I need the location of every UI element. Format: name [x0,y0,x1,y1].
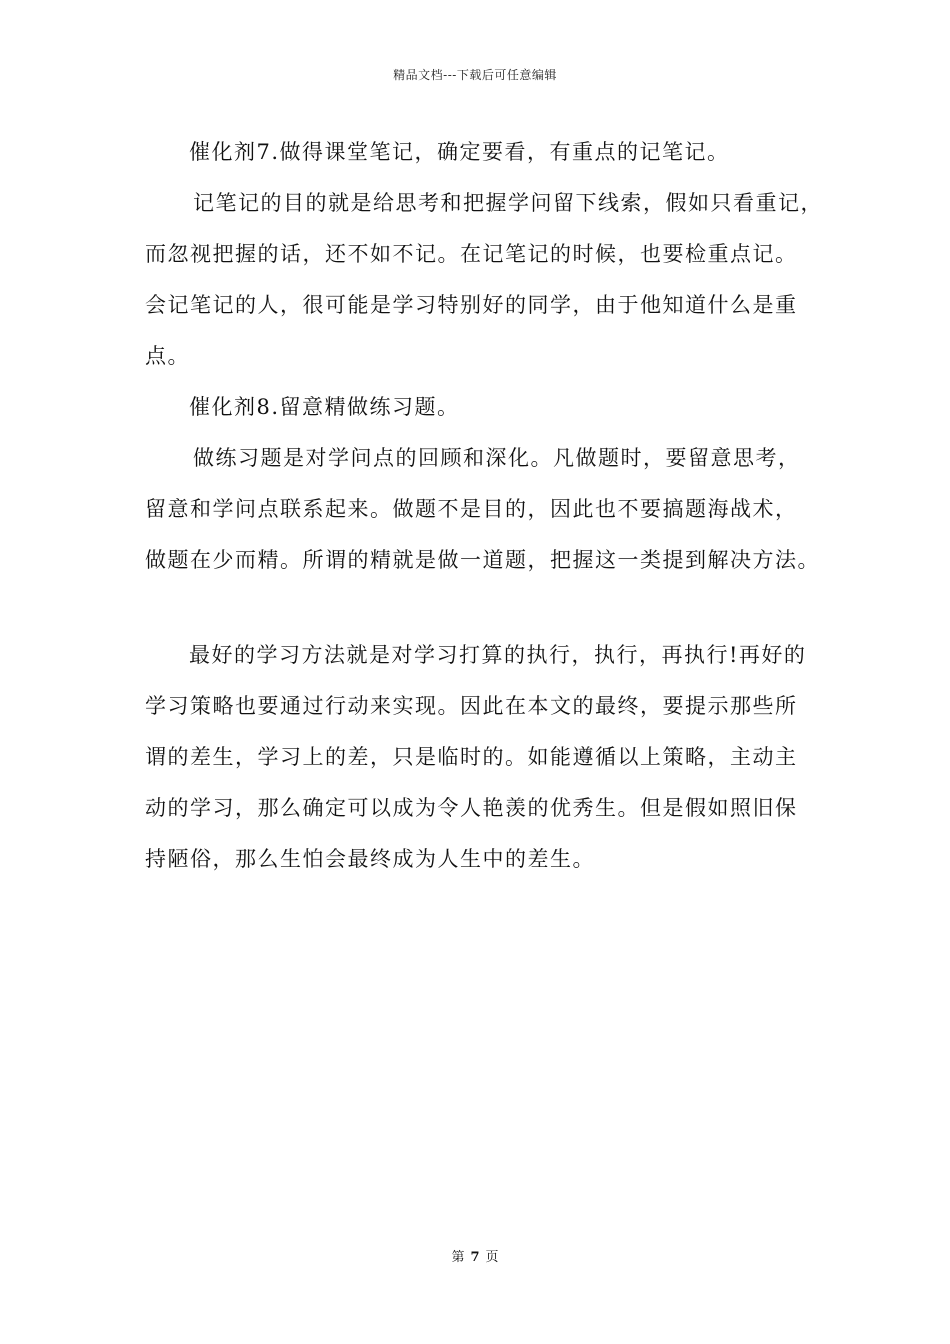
paragraph-line: 谓的差生，学习上的差，只是临时的。如能遵循以上策略，主动主 [145,745,798,769]
page-footer [0,1246,950,1265]
page-number-suffix: 页 [485,1250,499,1265]
page-header: 精品文档---下载后可任意编辑 [393,68,557,82]
heading-catalyst-7: 催化剂7.做得课堂笔记，确定要看，有重点的记笔记。 [189,140,730,164]
paragraph-line: 做题在少而精。所谓的精就是做一道题，把握这一类提到解决方法。 [145,548,820,572]
paragraph-line: 而忽视把握的话，还不如不记。在记笔记的时候，也要检重点记。 [145,242,798,266]
paragraph-line: 学习策略也要通过行动来实现。因此在本文的最终，要提示那些所 [145,694,798,718]
document-body [145,133,825,891]
paragraph-line: 做练习题是对学问点的回顾和深化。凡做题时，要留意思考， [193,446,801,470]
paragraph-line: 记笔记的目的就是给思考和把握学问留下线索，假如只看重记， [193,191,823,215]
page-number: 7 [470,1250,480,1265]
heading-catalyst-8: 催化剂8.留意精做练习题。 [189,395,460,419]
paragraph-line: 会记笔记的人，很可能是学习特别好的同学，由于他知道什么是重 [145,293,798,317]
paragraph-line: 点。 [145,344,190,368]
paragraph-line: 持陋俗，那么生怕会最终成为人生中的差生。 [145,847,595,871]
paragraph-line: 动的学习，那么确定可以成为令人艳羡的优秀生。但是假如照旧保 [145,796,798,820]
page-number-prefix: 第 [451,1250,465,1265]
paragraph-line: 最好的学习方法就是对学习打算的执行，执行，再执行!再好的 [189,643,807,667]
paragraph-line: 留意和学问点联系起来。做题不是目的，因此也不要搞题海战术， [145,497,798,521]
paragraph-spacer [145,592,825,636]
